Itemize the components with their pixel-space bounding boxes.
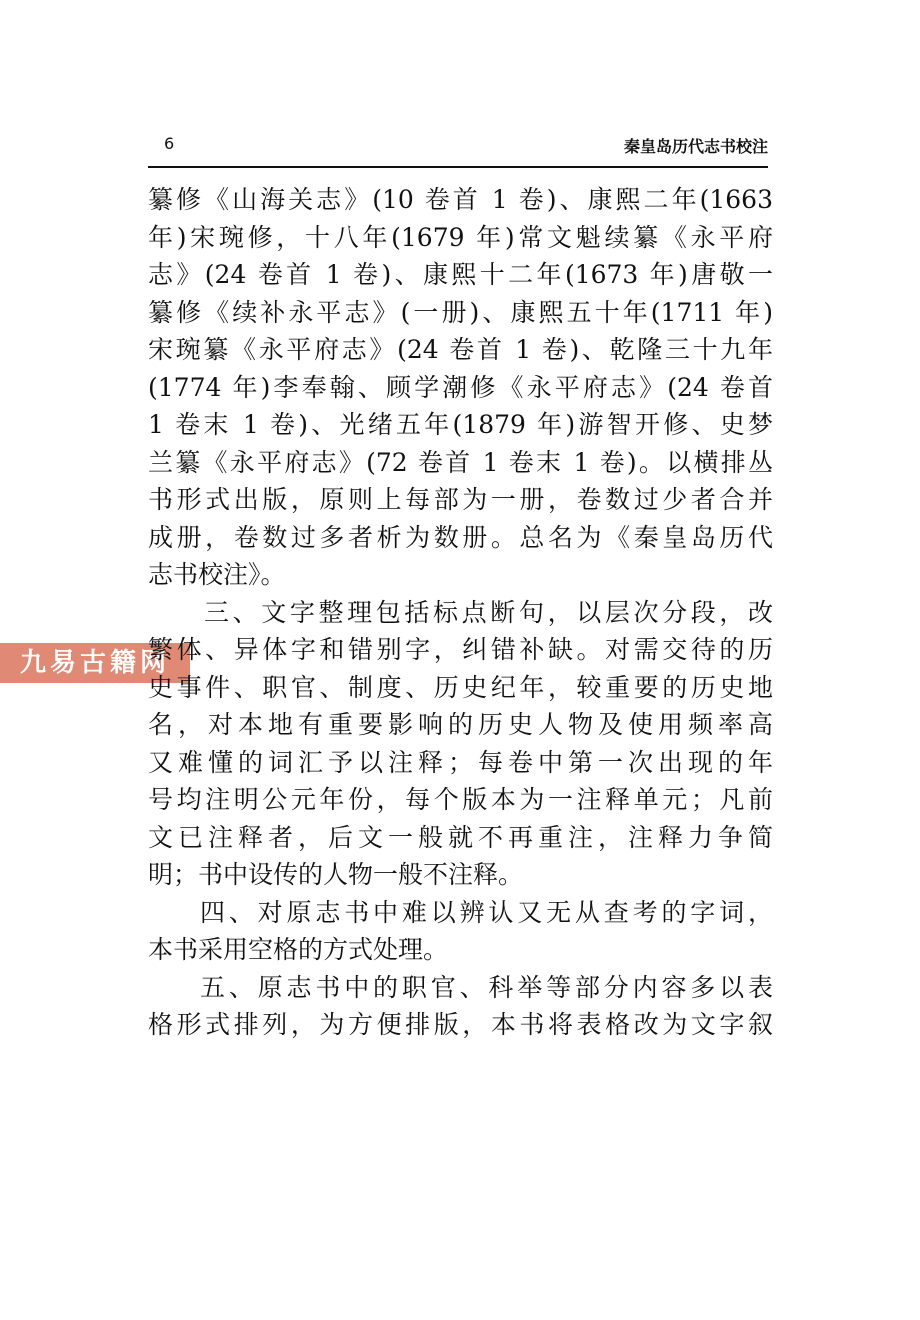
- paragraph: [148, 181, 773, 594]
- text-line: 文已注释者，后文一般就不再重注，注释力争简: [148, 822, 773, 852]
- text-line: 本书采用空格的方式处理。: [148, 935, 449, 964]
- page-header: [148, 128, 768, 168]
- text-line: 四、对原志书中难以辨认又无从查考的字词，: [200, 897, 773, 927]
- text-line: 又难懂的词汇予以注释；每卷中第一次出现的年: [148, 747, 773, 777]
- text-line: 兰纂《永平府志》(72 卷首 1 卷末 1 卷)。以横排丛: [148, 447, 773, 477]
- text-line: 成册，卷数过多者析为数册。总名为《秦皇岛历代: [148, 522, 773, 552]
- text-line: 史事件、职官、制度、历史纪年，较重要的历史地: [148, 672, 773, 702]
- text-line: 三、文字整理包括标点断句，以层次分段，改: [204, 597, 773, 627]
- text-line: 明；书中设传的人物一般不注释。: [148, 860, 524, 889]
- text-line: 志》(24 卷首 1 卷)、康熙十二年(1673 年)唐敬一: [148, 260, 773, 289]
- text-line: 繁体、异体字和错别字，纠错补缺。对需交待的历: [148, 635, 773, 664]
- running-title: 秦皇岛历代志书校注: [623, 137, 768, 156]
- page-number: 6: [164, 134, 175, 153]
- text-line: 志书校注》。: [148, 560, 286, 589]
- paragraph: [148, 594, 773, 894]
- text-line: 五、原志书中的职官、科举等部分内容多以表: [200, 972, 773, 1002]
- text-line: 纂修《续补永平志》(一册)、康熙五十年(1711 年): [148, 297, 773, 327]
- text-line: 名，对本地有重要影响的历史人物及使用频率高: [148, 710, 773, 739]
- text-line: 1 卷末 1 卷)、光绪五年(1879 年)游智开修、史梦: [148, 410, 773, 439]
- text-line: 年)宋琬修，十八年(1679 年)常文魁续纂《永平府: [148, 222, 773, 252]
- watermark-badge: 九易古籍网: [0, 643, 190, 683]
- text-line: 号均注明公元年份，每个版本为一注释单元；凡前: [148, 785, 773, 814]
- paragraph: [148, 894, 773, 969]
- text-line: (1774 年)李奉翰、顾学潮修《永平府志》(24 卷首: [148, 372, 773, 402]
- text-line: 宋琬纂《永平府志》(24 卷首 1 卷)、乾隆三十九年: [148, 335, 773, 364]
- text-line: 书形式出版，原则上每部为一册，卷数过少者合并: [148, 485, 773, 514]
- paragraph: [148, 969, 773, 1044]
- text-line: 纂修《山海关志》(10 卷首 1 卷)、康熙二年(1663: [148, 185, 773, 214]
- text-line: 格形式排列，为方便排版，本书将表格改为文字叙: [148, 1010, 773, 1039]
- body-text: [148, 181, 773, 1044]
